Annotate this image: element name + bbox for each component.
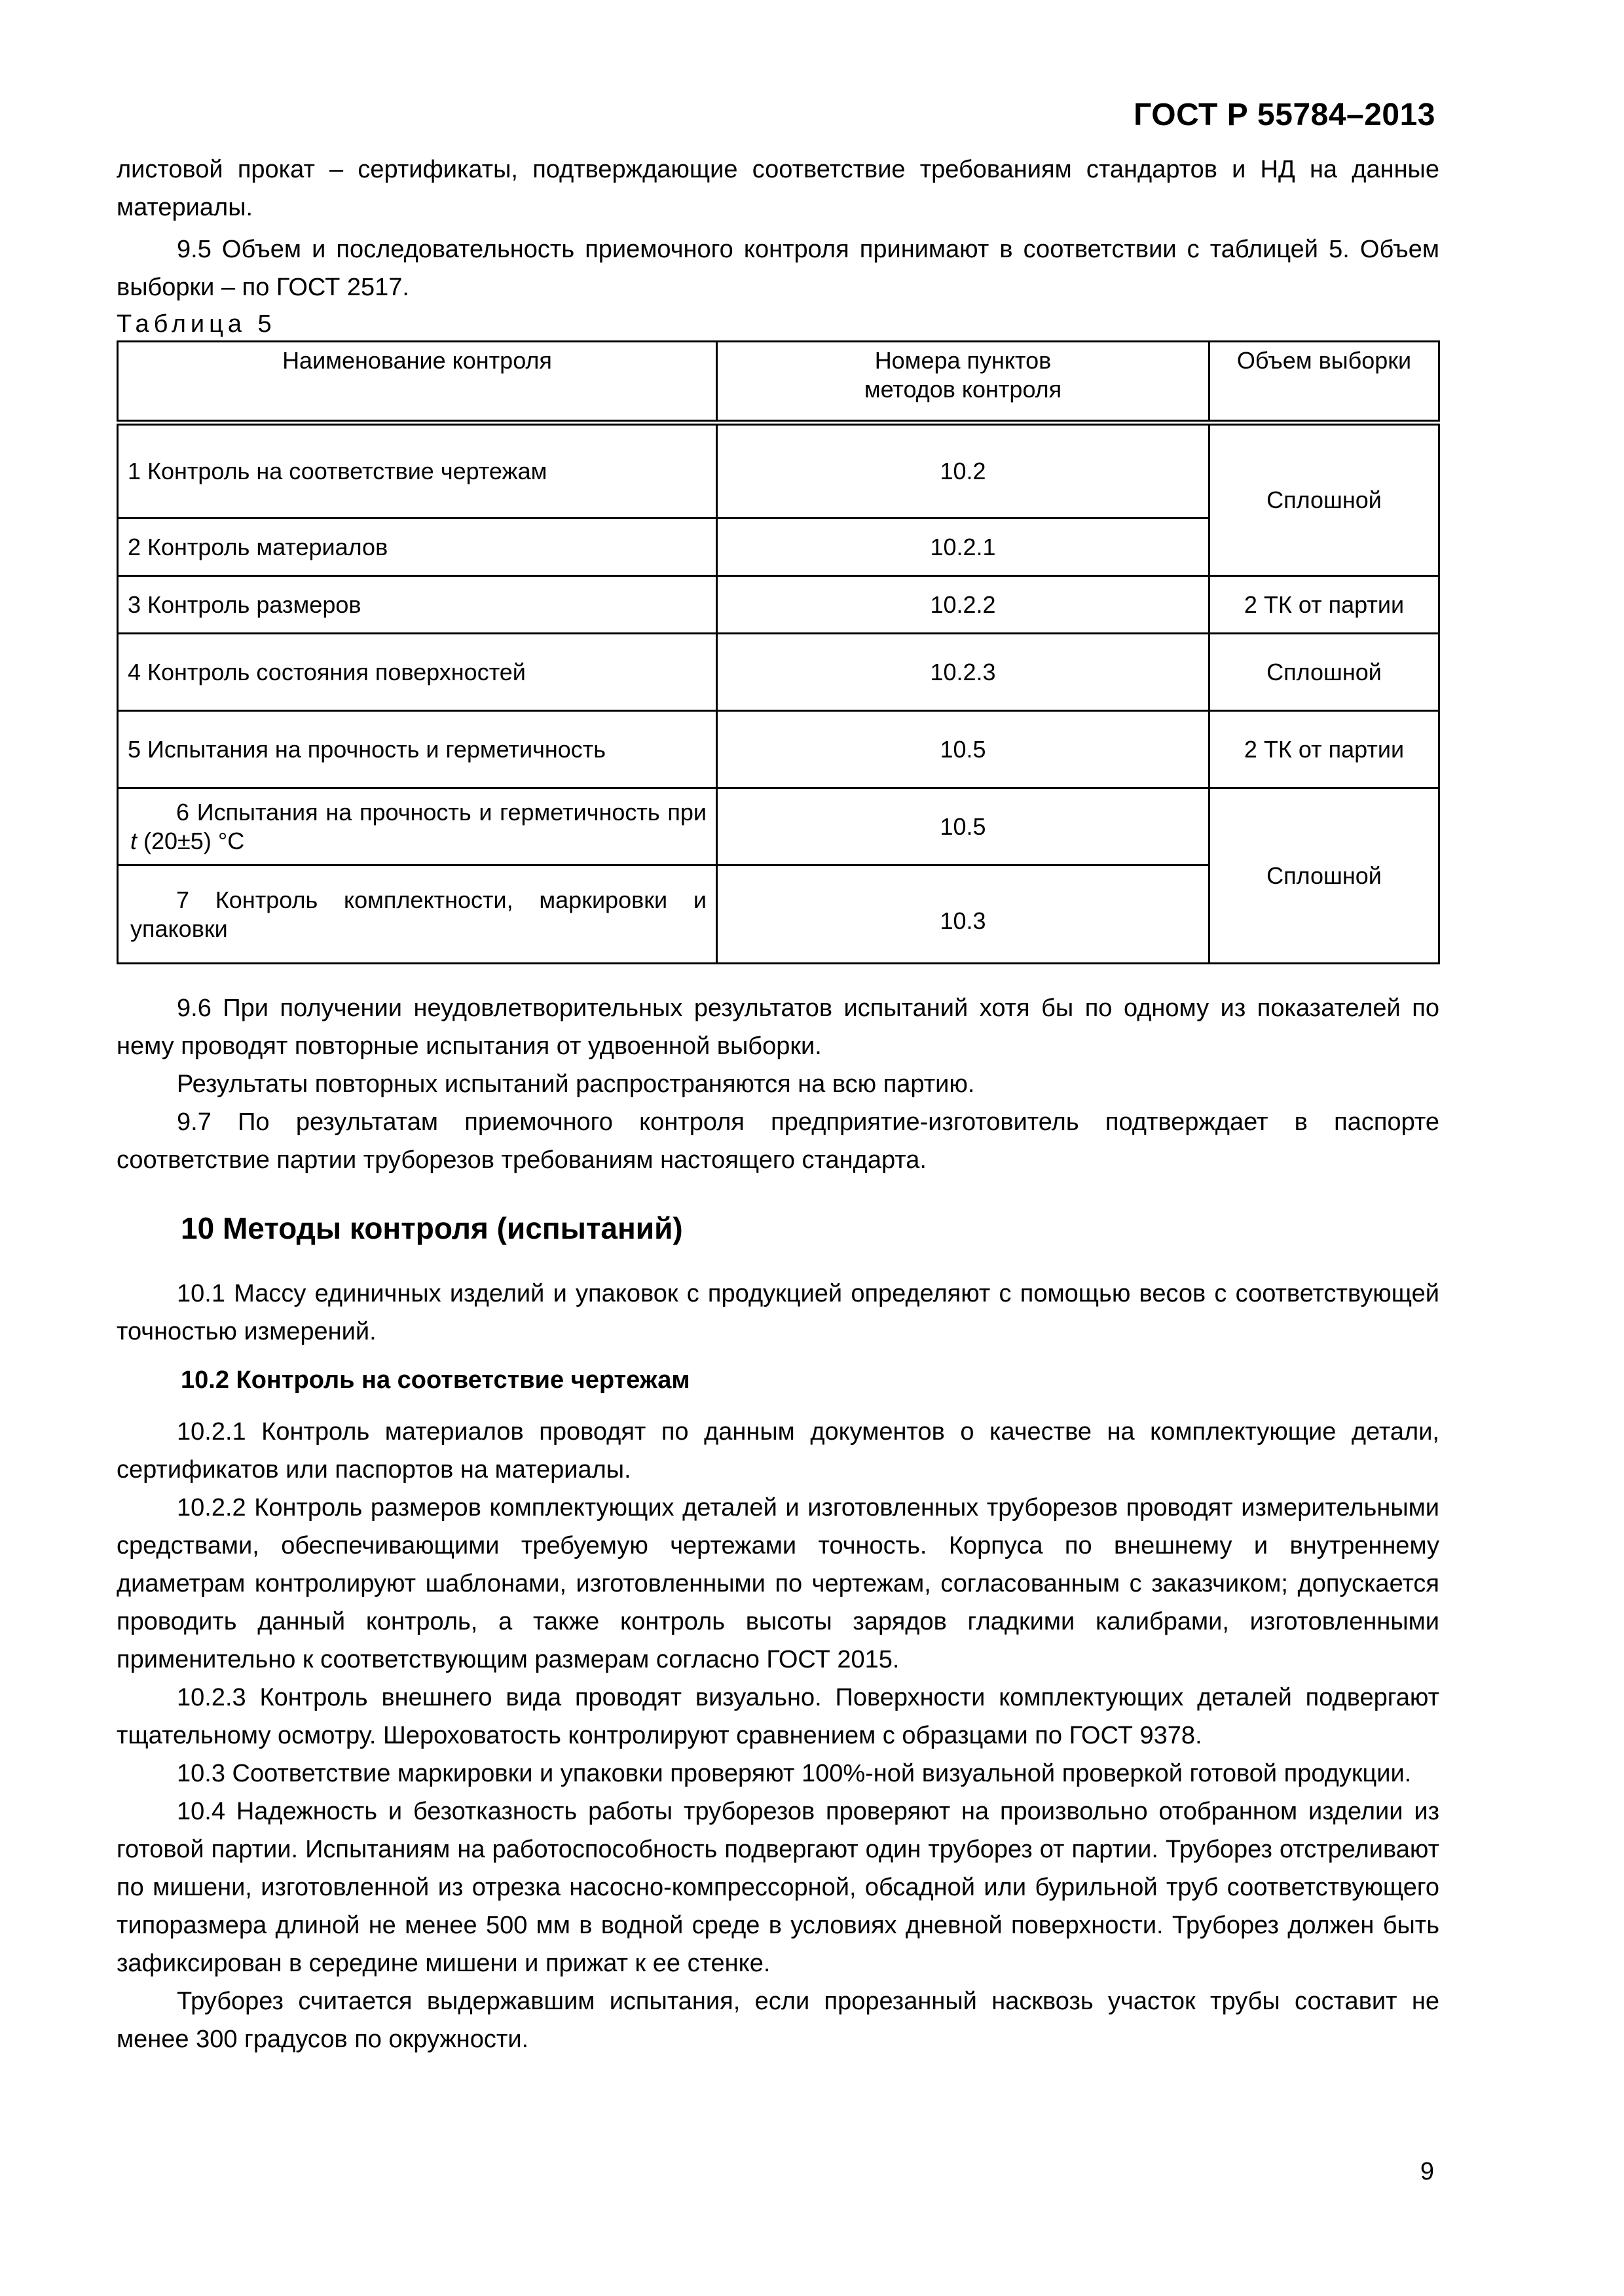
cell-name: 1 Контроль на соответствие чертежам [118,423,717,519]
cell-ref: 10.5 [717,711,1209,788]
paragraph-10-1: 10.1 Массу единичных изделий и упаковок с продукцией определяют с помощью весов с соответствующей точностью измерений. [117,1280,1439,1345]
table-header-row [118,342,1439,423]
document-header-id: ГОСТ Р 55784–2013 [1134,98,1435,132]
table-row [118,576,1439,634]
paragraph: Результаты повторных испытаний распространяются на всю партию. [177,1070,975,1098]
col-header-name: Наименование контроля [118,342,717,423]
cell-name: 4 Контроль состояния поверхностей [118,634,717,711]
paragraph-10-3: 10.3 Соответствие маркировки и упаковки проверяют 100%-ной визуальной проверкой готовой продукции. [177,1760,1412,1787]
cell-name-text: 6 Испытания на прочность и герметичность при [176,798,707,826]
cell-ref: 10.5 [717,788,1209,866]
paragraph-9-5: 9.5 Объем и последовательность приемочного контроля принимают в соответствии с таблицей 5. Объем выборки – по ГОСТ 2517. [117,236,1439,301]
page-number: 9 [1420,2158,1434,2185]
paragraph-9-6: 9.6 При получении неудовлетворительных результатов испытаний хотя бы по одному из показателей по нему проводят повторные испытания от удвоенной выборки. [117,994,1439,1060]
cell-ref: 10.2.3 [717,634,1209,711]
cell-name-text: (20±5) °С [137,827,245,854]
table-row [118,423,1439,519]
cell-sample: Сплошной [1209,788,1439,964]
table-row [118,711,1439,788]
table-caption: Таблица 5 [117,310,276,338]
cell-sample: Сплошной [1209,423,1439,576]
paragraph: листовой прокат – сертификаты, подтверждающие соответствие требованиям стандартов и НД на данные материалы. [117,156,1439,221]
cell-sample: Сплошной [1209,634,1439,711]
paragraph-10-2-3: 10.2.3 Контроль внешнего вида проводят визуально. Поверхности комплектующих деталей подвергают тщательному осмотру. Шероховатость контролируют сравнением с образцами по ГОСТ 9378. [117,1684,1439,1749]
cell-sample: 2 ТК от партии [1209,576,1439,634]
col-header-sample: Объем выборки [1209,342,1439,423]
table-5 [117,340,1440,964]
paragraph-10-2-2: 10.2.2 Контроль размеров комплектующих деталей и изготовленных труборезов проводят измерительными средствами, обеспечивающими требуемую чертежами точность. Корпуса по внешнему и внутреннему диаметрам контролируют шаблонами, изготовленными по чертежам, согласованным с заказчиком; допускается проводить данный контроль, а также контроль высоты зарядов гладкими калибрами, изготовленными применительно к соответствующим размерам согласно ГОСТ 2015. [117,1494,1439,1673]
cell-name: 7 Контроль комплектности, маркировки и упаковки [118,866,717,964]
table-row [118,788,1439,866]
cell-ref: 10.3 [717,866,1209,964]
paragraph: Труборез считается выдержавшим испытания, если прорезанный насквозь участок трубы составит не менее 300 градусов по окружности. [117,1988,1439,2053]
variable-t: t [130,827,138,854]
cell-name [118,788,717,866]
cell-name: 5 Испытания на прочность и герметичность [118,711,717,788]
paragraph-10-2-1: 10.2.1 Контроль материалов проводят по данным документов о качестве на комплектующие детали, сертификатов или паспортов на материалы. [117,1418,1439,1484]
paragraph-9-7: 9.7 По результатам приемочного контроля предприятие-изготовитель подтверждает в паспорте соответствие партии труборезов требованиям настоящего стандарта. [117,1108,1439,1174]
col-header-ref: Номера пунктов методов контроля [717,342,1209,423]
cell-ref: 10.2.2 [717,576,1209,634]
section-10-title: 10 Методы контроля (испытаний) [181,1211,683,1245]
cell-name: 2 Контроль материалов [118,519,717,576]
cell-ref: 10.2 [717,423,1209,519]
paragraph-10-4: 10.4 Надежность и безотказность работы труборезов проверяют на произвольно отобранном изделии из готовой партии. Испытаниям на работоспособность подвергают один труборез от партии. Труборез отстреливают по мишени, изготовленной из отрезка насосно-компрессорной, обсадной или бурильной труб соответствующего типоразмера длиной не менее 500 мм в водной среде в условиях дневной поверхности. Труборез должен быть зафиксирован в середине мишени и прижат к ее стенке. [117,1798,1439,1977]
cell-sample: 2 ТК от партии [1209,711,1439,788]
subsection-10-2-title: 10.2 Контроль на соответствие чертежам [181,1366,690,1394]
page-content [117,151,1439,2058]
cell-ref: 10.2.1 [717,519,1209,576]
table-row [118,634,1439,711]
cell-name: 3 Контроль размеров [118,576,717,634]
